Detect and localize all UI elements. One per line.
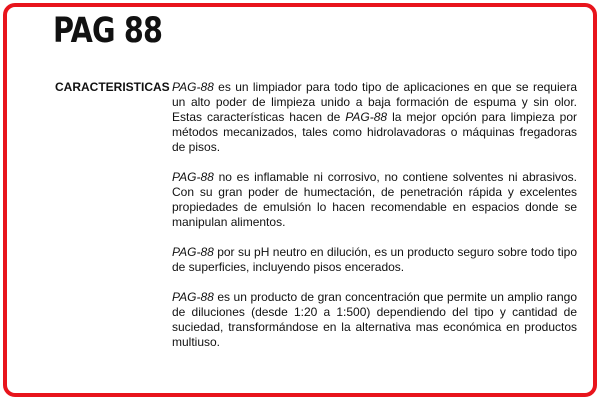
brand-name: PAG-88 bbox=[172, 170, 214, 184]
paragraph-4 bbox=[172, 290, 577, 350]
paragraph-2 bbox=[172, 170, 577, 230]
paragraph-text: no es inflamable ni corrosivo, no contiene solventes ni abrasivos. Con su gran poder de humectación, de penetración rápida y excelentes propiedades de emulsión lo hacen recomendable en espacios donde se manipulan alimentos. bbox=[172, 170, 577, 229]
section-label: CARACTERISTICAS bbox=[55, 80, 170, 94]
description-content bbox=[172, 80, 577, 365]
paragraph-text: por su pH neutro en dilución, es un producto seguro sobre todo tipo de superficies, incluyendo pisos encerados. bbox=[172, 245, 577, 274]
brand-name: PAG-88 bbox=[172, 80, 214, 94]
product-title: PAG 88 bbox=[53, 11, 163, 51]
paragraph-text: es un limpiador para todo tipo de aplicaciones en que se requiera un alto poder de limpieza unido a baja formación de espuma y sin olor. Estas características hacen de bbox=[172, 80, 577, 124]
paragraph-3 bbox=[172, 245, 577, 275]
paragraph-text: es un producto de gran concentración que permite un amplio rango de diluciones (desde 1:20 a 1:500) dependiendo del tipo y cantidad de suciedad, transformándose en la alternativa mas económica en productos multiuso. bbox=[172, 290, 577, 349]
brand-name: PAG-88 bbox=[172, 290, 214, 304]
brand-name-inline: PAG-88 bbox=[345, 110, 388, 124]
paragraph-1 bbox=[172, 80, 577, 155]
brand-name: PAG-88 bbox=[172, 245, 214, 259]
paragraph-text-after: la mejor opción para limpieza por métodos mecanizados, tales como hidrolavadoras o máquinas fregadoras de pisos. bbox=[172, 110, 577, 154]
